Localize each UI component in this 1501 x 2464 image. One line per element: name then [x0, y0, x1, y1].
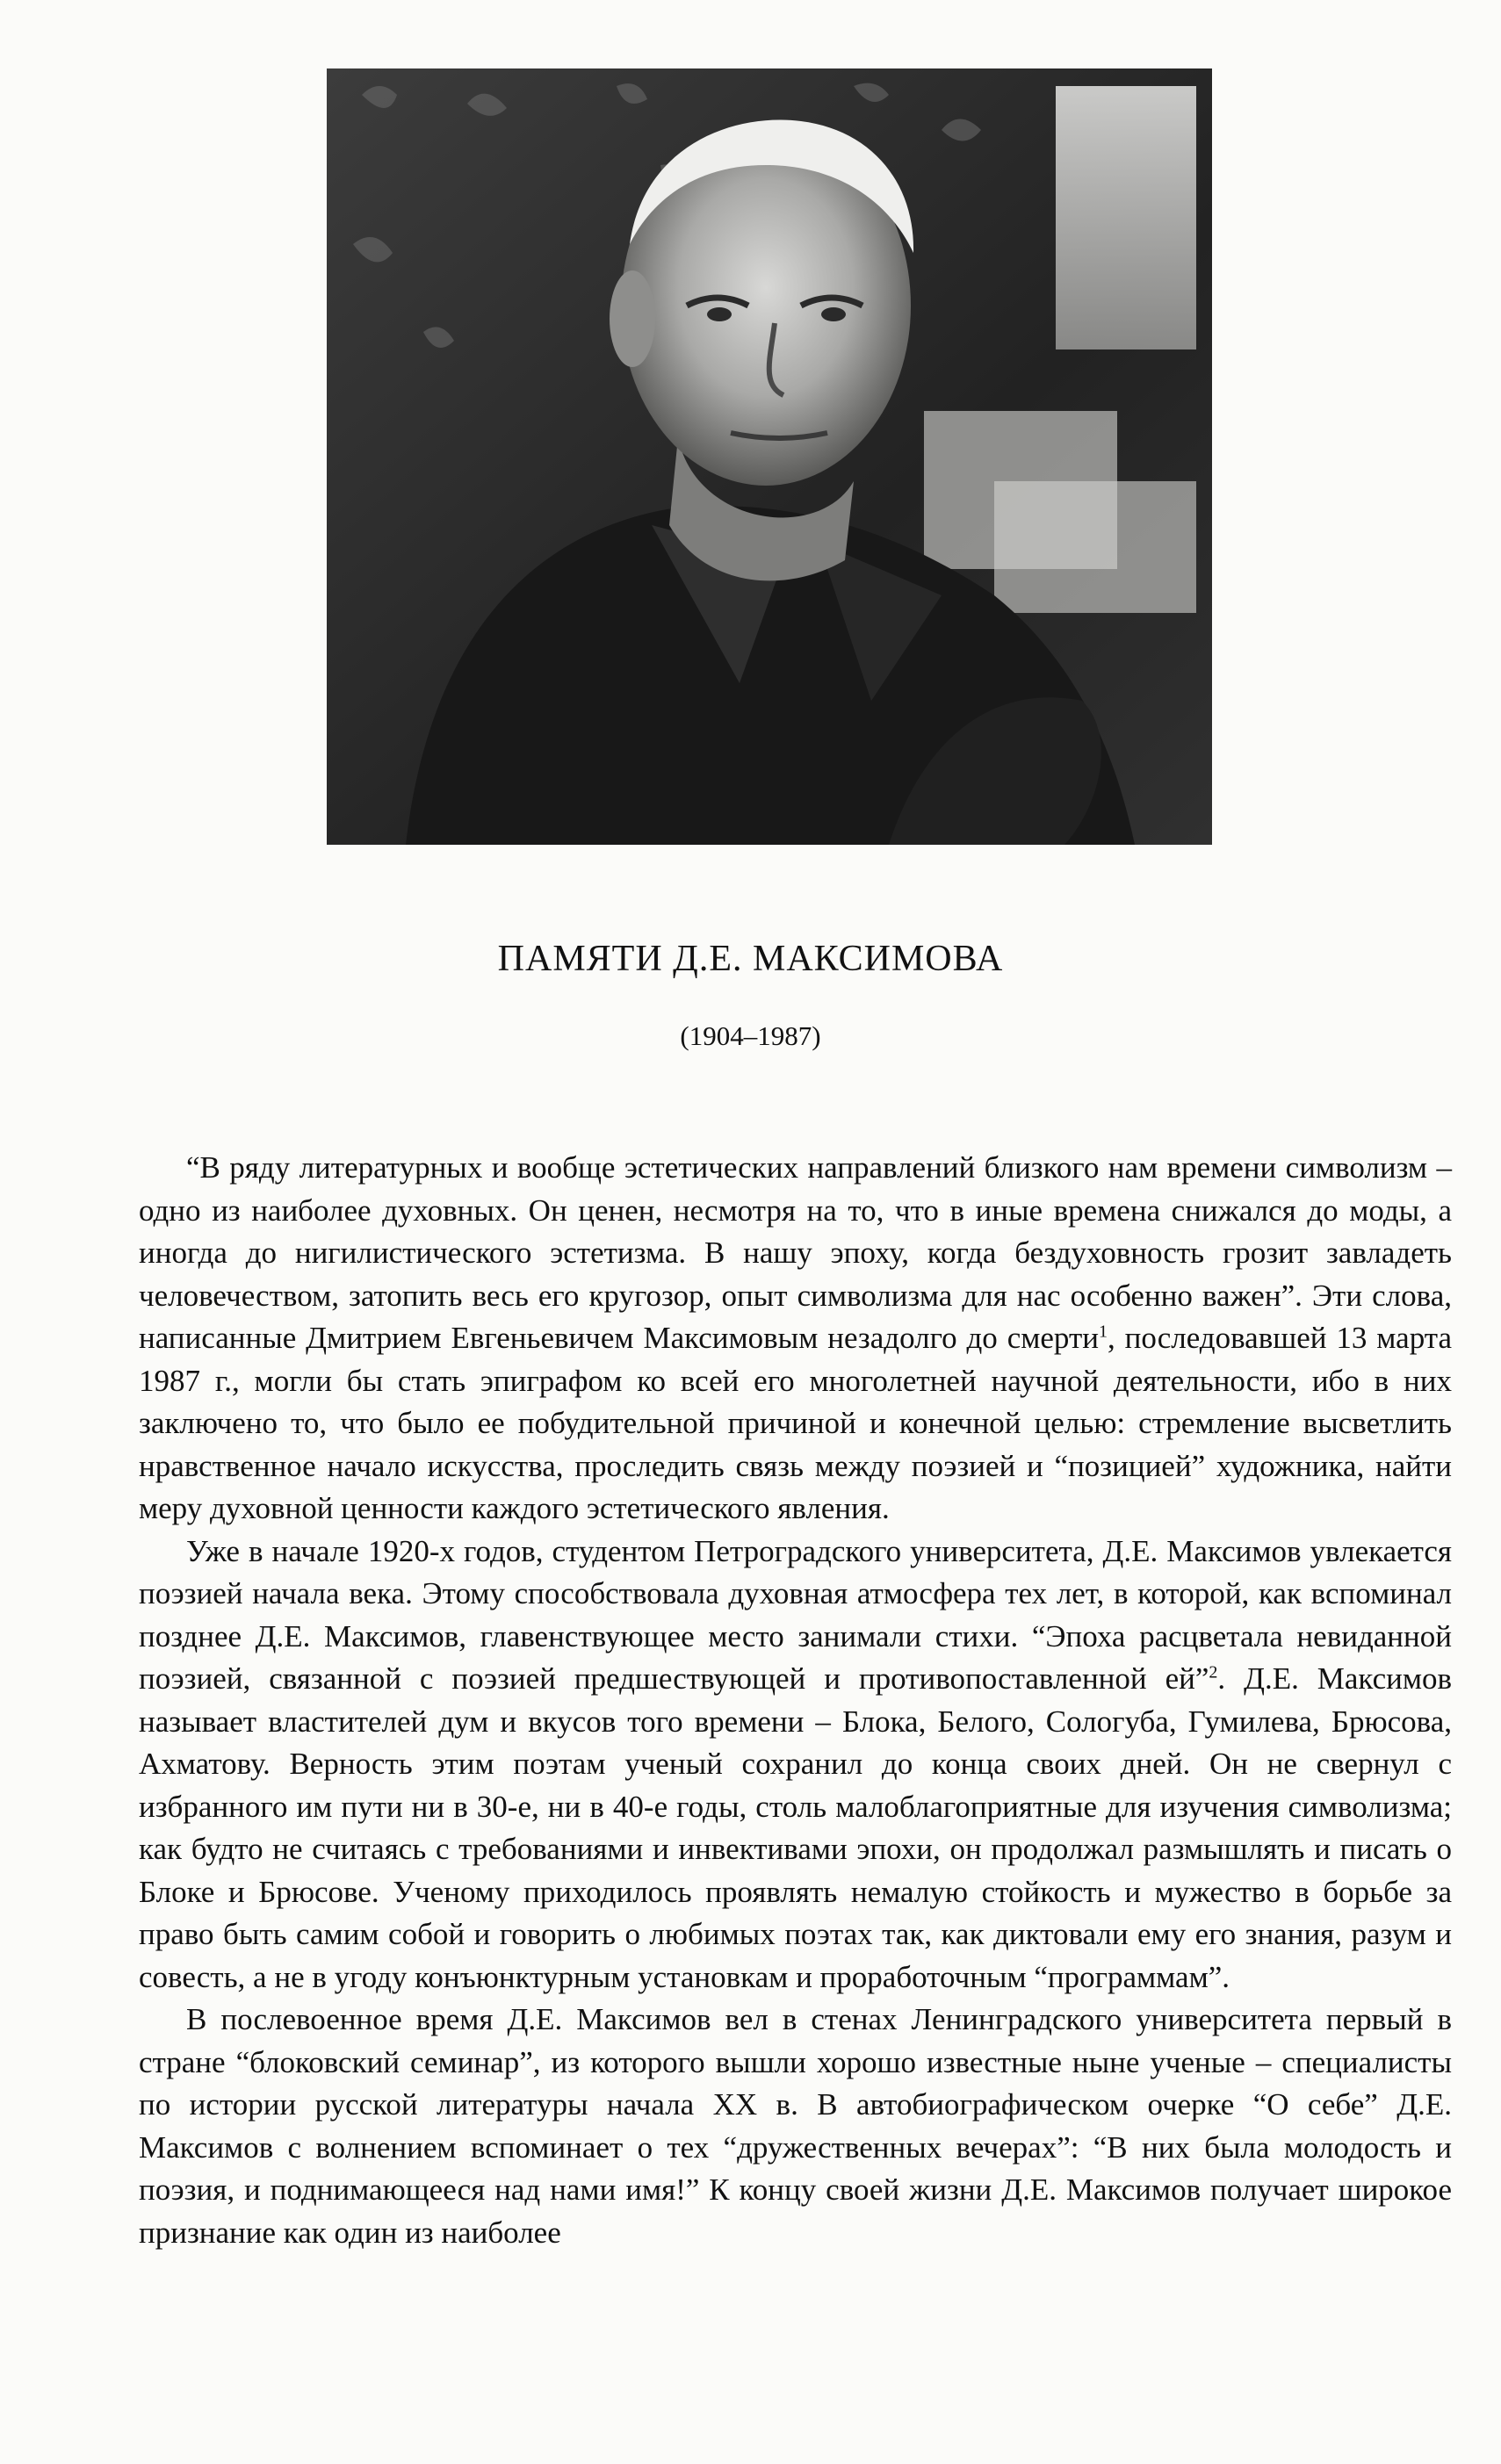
paragraph-3-text: В послевоенное время Д.Е. Максимов вел в стенах Ленинградского университета первый в стране “блоковский семинар”, из которого вышли хорошо известные ныне ученые – специалисты по истории русской литературы начала XX в. В автобиографическом очерке “О себе” Д.Е. Максимов с волнением вспоминает о тех “дружественных вечерах”: “В них была молодость и поэзия, и поднимающееся над нами имя!” К концу своей жизни Д.Е. Максимов получает широкое признание как один из наиболее [139, 2002, 1452, 2250]
portrait-illustration [327, 68, 1212, 845]
paragraph-1 [139, 1147, 1452, 1531]
paragraph-1-text-b: , последовавшей 13 марта 1987 г., могли бы стать эпиграфом ко всей его многолетней научной деятельности, ибо в них заключено то, что было ее побудительной причиной и конечной целью: стремление высветлить нравственное начало искусства, проследить связь между поэзией и “позицией” художника, найти меру духовной ценности каждого эстетического явления. [139, 1321, 1452, 1525]
paragraph-2-text-a: Уже в начале 1920-х годов, студентом Петроградского университета, Д.Е. Максимов увлекается поэзией начала века. Этому способствовала духовная атмосфера тех лет, в которой, как вспоминал позднее Д.Е. Максимов, главенствующее место занимали стихи. “Эпоха расцветала невиданной поэзией, связанной с поэзией предшествующей и противопоставленной ей” [139, 1533, 1452, 1696]
paragraph-3 [139, 1999, 1452, 2254]
footnote-ref-1[interactable]: 1 [1098, 1322, 1108, 1342]
paragraph-2-text-b: . Д.Е. Максимов называет властителей дум и вкусов того времени – Блока, Белого, Сологуба, Гумилева, Брюсова, Ахматову. Верность этим поэтам ученый сохранил до конца своих дней. Он не свернул с избранного им пути ни в 30-е, ни в 40-е годы, столь малоблагоприятные для изучения символизма; как будто не считаясь с требованиями и инвективами эпохи, он продолжал размышлять и писать о Блоке и Брюсове. Ученому приходилось проявлять немалую стойкость и мужество в борьбе за право быть самим собой и говорить о любимых поэтах так, как диктовали ему его знания, разум и совесть, а не в угоду конъюнктурным установкам и проработочным “программам”. [139, 1661, 1453, 1994]
paragraph-1-text-a: “В ряду литературных и вообще эстетических направлений близкого нам времени символизм – одно из наиболее духовных. Он ценен, несмотря на то, что в иные времена снижался до моды, а иногда до нигилистического эстетизма. В нашу эпоху, когда бездуховность грозит завладеть человечеством, затопить весь его кругозор, опыт символизма для нас особенно важен”. Эти слова, написанные Дмитрием Евгеньевичем Максимовым незадолго до смерти [139, 1150, 1452, 1355]
article-body [139, 1147, 1452, 2254]
paragraph-2 [139, 1531, 1452, 1999]
portrait-photo [327, 68, 1212, 845]
footnote-ref-2[interactable]: 2 [1209, 1662, 1218, 1682]
article-title: ПАМЯТИ Д.Е. МАКСИМОВА [497, 939, 1004, 979]
article-dates: (1904–1987) [680, 1020, 821, 1051]
